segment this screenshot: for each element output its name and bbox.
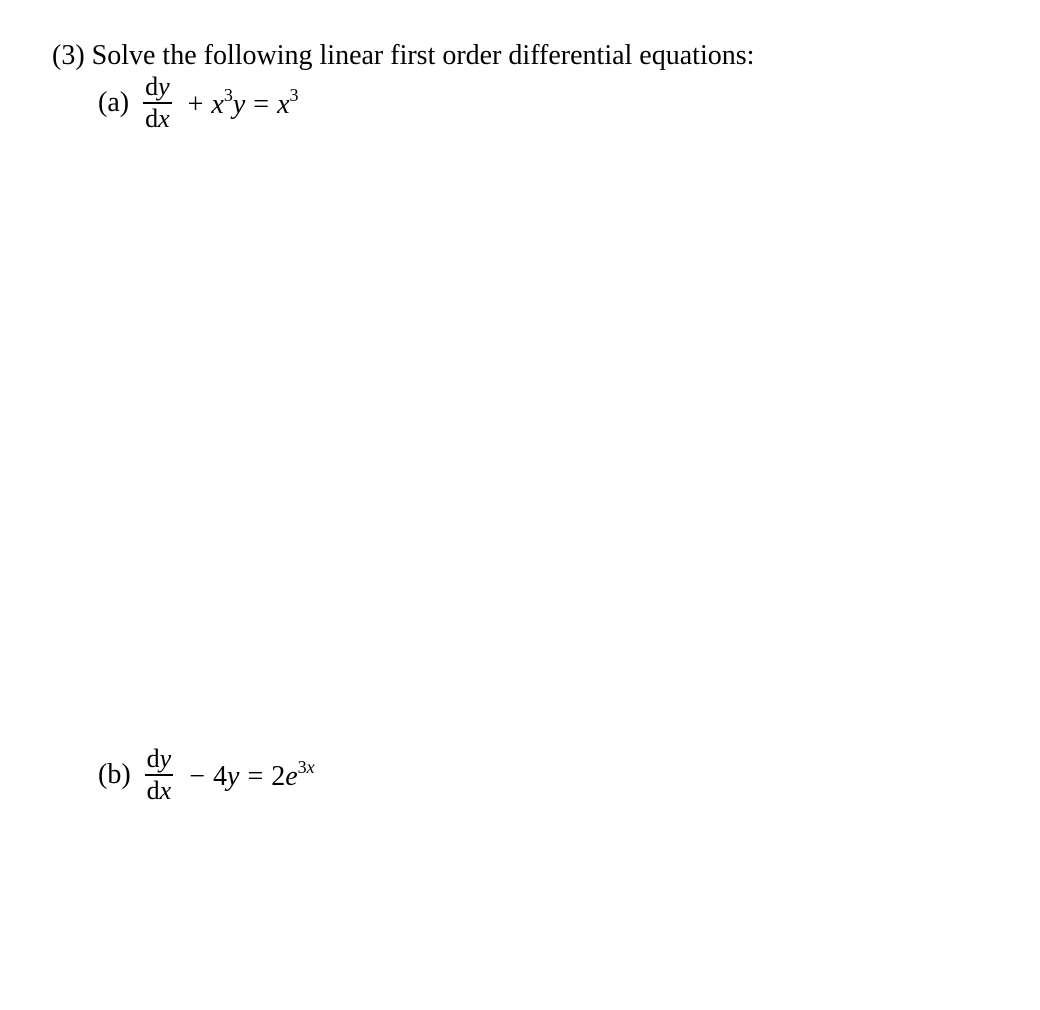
equation-rest: + $x^3y = x^3$	[187, 84, 299, 120]
fraction-denominator: dx	[146, 775, 172, 805]
part-b-label: (b)	[98, 758, 131, 790]
fraction-denominator: dx	[145, 103, 170, 133]
dy-dx-fraction	[143, 72, 172, 134]
fraction-numerator: dy	[146, 744, 172, 773]
equation-rest: − $4y = 2e^{3x}$	[189, 756, 315, 792]
dy-dx-fraction	[145, 744, 174, 806]
part-b-equation	[98, 744, 315, 806]
part-a-equation	[98, 72, 299, 134]
fraction-numerator: dy	[145, 72, 170, 101]
problem-heading: (3) Solve the following linear first order differential equations:	[52, 40, 755, 71]
part-a-label: (a)	[98, 86, 130, 118]
